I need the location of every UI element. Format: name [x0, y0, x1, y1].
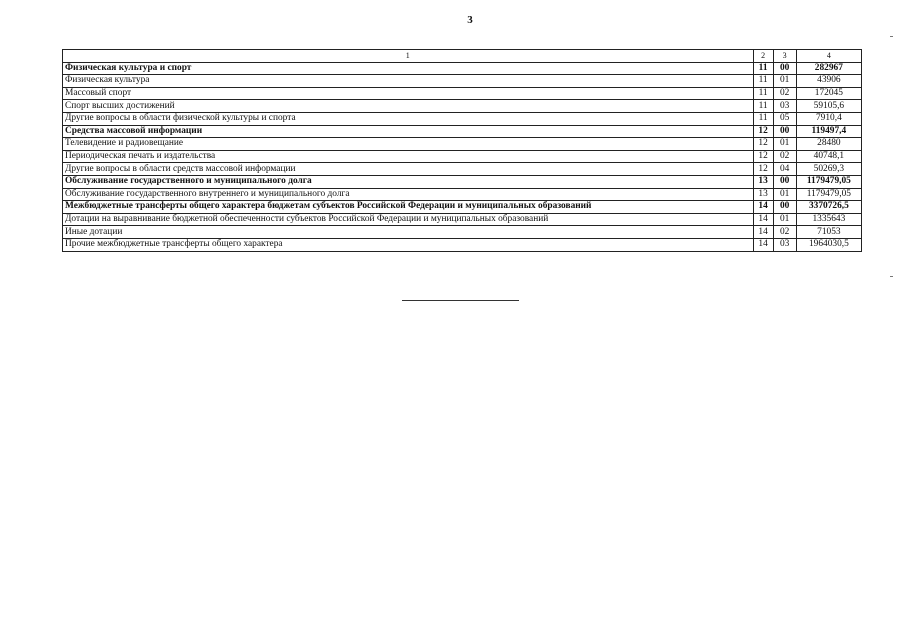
row-name: Прочие межбюджетные трансферты общего характера [63, 238, 754, 251]
row-value: 1964030,5 [796, 238, 861, 251]
row-subsection-code: 01 [773, 75, 796, 88]
row-section-code: 13 [753, 188, 773, 201]
table-row [63, 238, 862, 251]
row-value: 40748,1 [796, 150, 861, 163]
table-row [63, 150, 862, 163]
table-row [63, 100, 862, 113]
row-name: Физическая культура и спорт [63, 62, 754, 75]
row-subsection-code: 02 [773, 87, 796, 100]
row-subsection-code: 00 [773, 62, 796, 75]
row-subsection-code: 01 [773, 188, 796, 201]
row-subsection-code: 04 [773, 163, 796, 176]
column-header-subsection: 3 [773, 50, 796, 63]
row-subsection-code: 02 [773, 226, 796, 239]
row-name: Массовый спорт [63, 87, 754, 100]
row-name: Обслуживание государственного внутреннего и муниципального долга [63, 188, 754, 201]
table-row [63, 62, 862, 75]
scan-edge-mark [890, 276, 893, 277]
row-section-code: 14 [753, 238, 773, 251]
row-name: Телевидение и радиовещание [63, 138, 754, 151]
row-value: 282967 [796, 62, 861, 75]
page-number: 3 [467, 14, 473, 26]
row-section-code: 12 [753, 163, 773, 176]
row-value: 28480 [796, 138, 861, 151]
table-row [63, 87, 862, 100]
table-row [63, 112, 862, 125]
row-subsection-code: 03 [773, 238, 796, 251]
row-value: 59105,6 [796, 100, 861, 113]
row-name: Периодическая печать и издательства [63, 150, 754, 163]
closing-divider-line [402, 300, 519, 301]
table-row [63, 201, 862, 214]
row-section-code: 14 [753, 213, 773, 226]
row-subsection-code: 01 [773, 138, 796, 151]
table-row [63, 226, 862, 239]
row-section-code: 11 [753, 87, 773, 100]
row-name: Спорт высших достижений [63, 100, 754, 113]
row-name: Обслуживание государственного и муниципального долга [63, 175, 754, 188]
row-section-code: 11 [753, 100, 773, 113]
table-row [63, 125, 862, 138]
row-value: 1179479,05 [796, 175, 861, 188]
row-subsection-code: 00 [773, 175, 796, 188]
row-name: Средства массовой информации [63, 125, 754, 138]
row-section-code: 12 [753, 138, 773, 151]
table-row [63, 75, 862, 88]
row-value: 7910,4 [796, 112, 861, 125]
row-section-code: 12 [753, 125, 773, 138]
budget-table [62, 49, 862, 252]
column-header-section: 2 [753, 50, 773, 63]
row-value: 3370726,5 [796, 201, 861, 214]
column-header-name: 1 [63, 50, 754, 63]
column-header-value: 4 [796, 50, 861, 63]
row-name: Межбюджетные трансферты общего характера бюджетам субъектов Российской Федерации и муниципальных образований [63, 201, 754, 214]
row-name: Физическая культура [63, 75, 754, 88]
row-section-code: 13 [753, 175, 773, 188]
row-name: Дотации на выравнивание бюджетной обеспеченности субъектов Российской Федерации и муниципальных образований [63, 213, 754, 226]
row-subsection-code: 01 [773, 213, 796, 226]
row-name: Другие вопросы в области средств массовой информации [63, 163, 754, 176]
row-value: 172045 [796, 87, 861, 100]
row-subsection-code: 02 [773, 150, 796, 163]
table-row [63, 213, 862, 226]
row-name: Иные дотации [63, 226, 754, 239]
table-row [63, 175, 862, 188]
row-subsection-code: 05 [773, 112, 796, 125]
row-value: 50269,3 [796, 163, 861, 176]
row-value: 1179479,05 [796, 188, 861, 201]
table-body [63, 62, 862, 251]
table-row [63, 138, 862, 151]
table-row [63, 188, 862, 201]
row-subsection-code: 00 [773, 201, 796, 214]
row-value: 43906 [796, 75, 861, 88]
row-value: 71053 [796, 226, 861, 239]
row-section-code: 14 [753, 201, 773, 214]
row-name: Другие вопросы в области физической культуры и спорта [63, 112, 754, 125]
row-section-code: 11 [753, 112, 773, 125]
table-row [63, 163, 862, 176]
row-subsection-code: 03 [773, 100, 796, 113]
row-section-code: 14 [753, 226, 773, 239]
row-section-code: 11 [753, 75, 773, 88]
row-value: 119497,4 [796, 125, 861, 138]
scan-edge-mark [890, 36, 893, 37]
row-section-code: 11 [753, 62, 773, 75]
row-value: 1335643 [796, 213, 861, 226]
row-section-code: 12 [753, 150, 773, 163]
table-header-row [63, 50, 862, 63]
row-subsection-code: 00 [773, 125, 796, 138]
